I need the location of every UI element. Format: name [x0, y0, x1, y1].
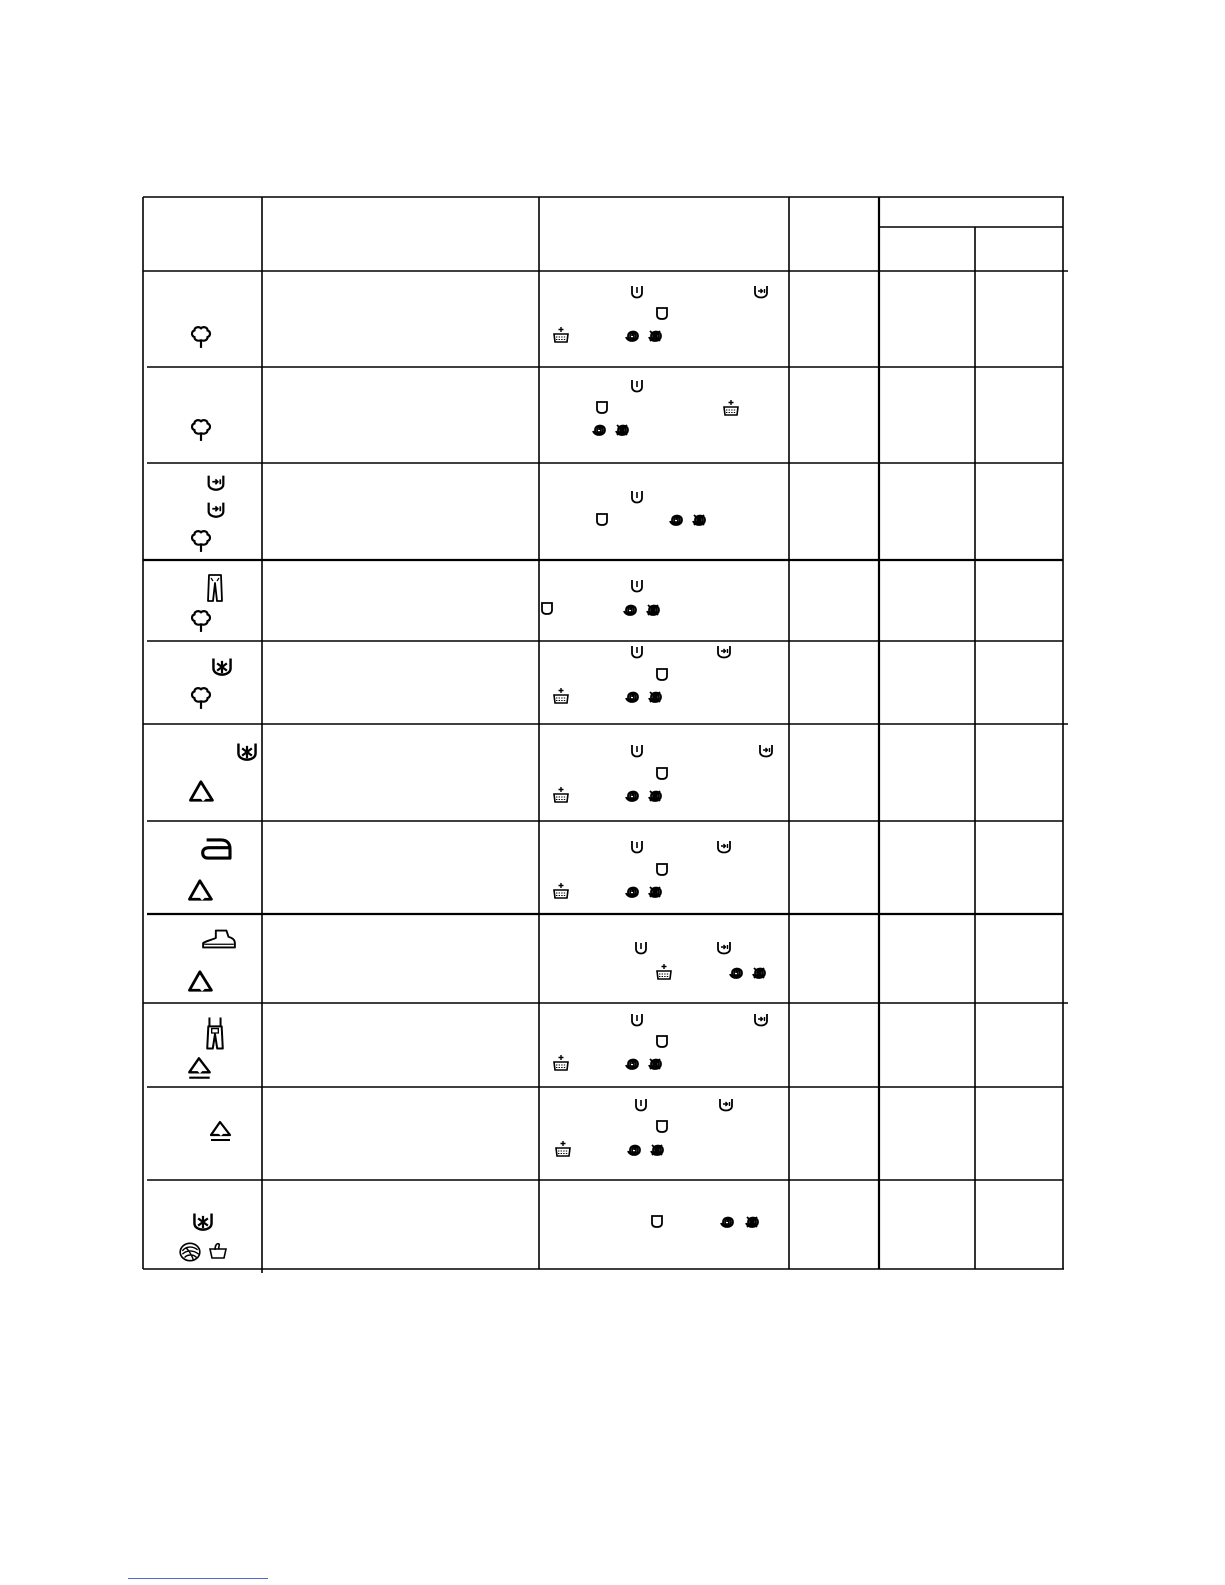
dungarees-icon	[205, 1016, 225, 1050]
spin-spiral-icon	[623, 327, 641, 345]
refresh-star-tub-icon	[234, 741, 260, 763]
cotton-flower-icon	[190, 609, 212, 633]
rinse-tub-icon	[552, 687, 570, 705]
prewash-tub-icon	[629, 1012, 645, 1028]
main-wash-tub-icon	[654, 305, 670, 321]
no-spin-spiral-icon	[690, 511, 708, 529]
synthetic-triangle-icon	[187, 778, 217, 804]
refresh-star-tub-icon	[209, 656, 235, 678]
no-spin-spiral-icon	[646, 787, 664, 805]
quick-wash-tub-icon	[717, 1097, 735, 1113]
prewash-tub-icon	[633, 940, 649, 956]
main-wash-tub-icon	[654, 1118, 670, 1134]
no-spin-spiral-icon	[646, 688, 664, 706]
spin-spiral-icon	[625, 1141, 643, 1159]
spin-spiral-icon	[623, 1055, 641, 1073]
cotton-flower-icon	[190, 529, 212, 553]
no-spin-spiral-icon	[646, 883, 664, 901]
refresh-star-tub-icon	[190, 1211, 216, 1233]
no-spin-spiral-icon	[613, 421, 631, 439]
rinse-tub-icon	[552, 882, 570, 900]
quick-wash-tub-icon	[715, 839, 733, 855]
rinse-tub-icon	[552, 1054, 570, 1072]
footnote-rule	[128, 1578, 268, 1579]
spin-spiral-icon	[623, 883, 641, 901]
cotton-flower-icon	[190, 325, 212, 349]
quick-wash-tub-icon	[715, 644, 733, 660]
spin-spiral-icon	[667, 511, 685, 529]
prewash-tub-icon	[629, 743, 645, 759]
no-spin-spiral-icon	[646, 1055, 664, 1073]
no-spin-spiral-icon	[743, 1213, 761, 1231]
rinse-tub-icon	[655, 963, 673, 981]
spin-spiral-icon	[718, 1213, 736, 1231]
main-wash-tub-icon	[654, 861, 670, 877]
main-wash-tub-icon	[649, 1213, 665, 1229]
spin-spiral-icon	[623, 787, 641, 805]
main-wash-tub-icon	[654, 1033, 670, 1049]
rinse-tub-icon	[552, 326, 570, 344]
quick-wash-tub-icon	[752, 1012, 770, 1028]
main-wash-tub-icon	[594, 399, 610, 415]
no-spin-spiral-icon	[646, 327, 664, 345]
cotton-flower-icon	[190, 686, 212, 710]
easy-iron-icon	[200, 836, 234, 862]
spin-spiral-icon	[623, 688, 641, 706]
easy-care-triangle-icon	[208, 1116, 234, 1146]
rinse-tub-icon	[554, 1140, 572, 1158]
no-spin-spiral-icon	[648, 1141, 666, 1159]
prewash-tub-icon	[629, 578, 645, 594]
no-spin-spiral-icon	[750, 964, 768, 982]
spin-spiral-icon	[590, 421, 608, 439]
quick-wash-tub-icon	[205, 473, 227, 493]
prewash-tub-icon	[629, 489, 645, 505]
prewash-tub-icon	[629, 644, 645, 660]
main-wash-tub-icon	[594, 511, 610, 527]
jeans-icon	[207, 572, 223, 604]
cotton-flower-icon	[190, 418, 212, 442]
prewash-tub-icon	[633, 1097, 649, 1113]
prewash-tub-icon	[629, 284, 645, 300]
rinse-tub-icon	[722, 399, 740, 417]
main-wash-tub-icon	[654, 666, 670, 682]
quick-wash-tub-icon	[715, 940, 733, 956]
spin-spiral-icon	[621, 601, 639, 619]
hand-wash-tub-icon	[207, 1240, 229, 1260]
rinse-tub-icon	[552, 786, 570, 804]
no-spin-spiral-icon	[644, 601, 662, 619]
sport-shoe-icon	[201, 927, 237, 951]
quick-wash-tub-icon	[752, 284, 770, 300]
wool-skein-icon	[178, 1241, 202, 1263]
prewash-tub-icon	[629, 378, 645, 394]
synthetic-triangle-icon	[186, 968, 216, 994]
synthetic-triangle-icon	[186, 877, 216, 903]
quick-wash-tub-icon	[757, 743, 775, 759]
main-wash-tub-icon	[654, 765, 670, 781]
prewash-tub-icon	[629, 839, 645, 855]
main-wash-tub-icon	[539, 600, 555, 616]
easy-care-triangle-icon	[186, 1055, 214, 1081]
quick-wash-tub-icon	[205, 500, 227, 520]
spin-spiral-icon	[727, 964, 745, 982]
